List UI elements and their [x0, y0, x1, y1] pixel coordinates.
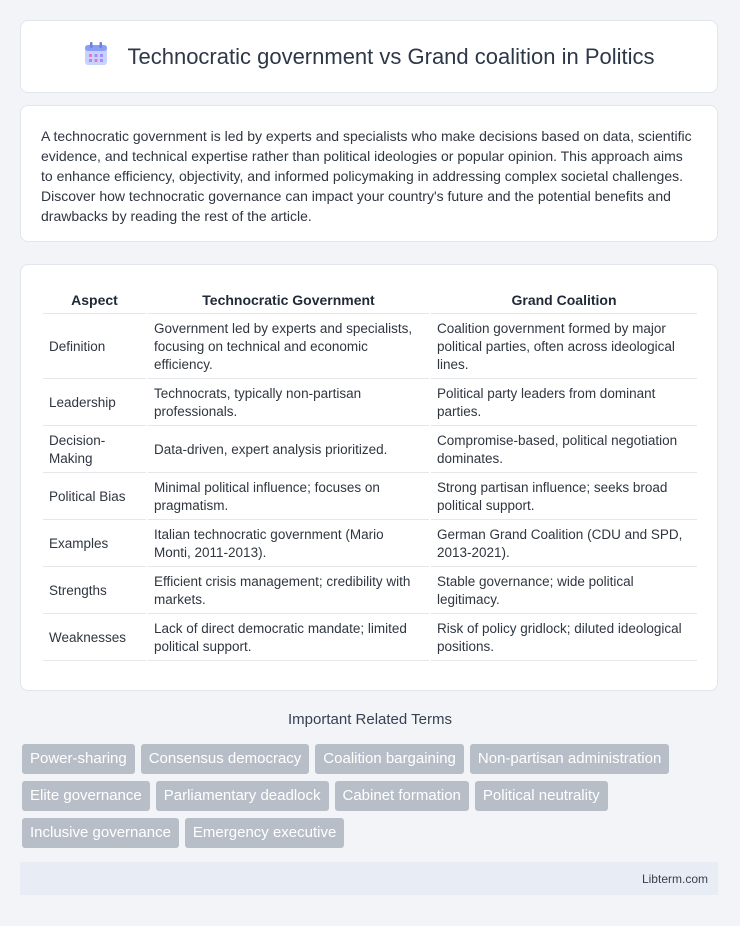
row-grand-coalition: Coalition government formed by major political parties, often across ideological lines. — [431, 316, 697, 379]
term-tag[interactable]: Emergency executive — [185, 818, 344, 848]
row-technocratic: Technocrats, typically non-partisan professionals. — [148, 381, 429, 426]
term-tag[interactable]: Parliamentary deadlock — [156, 781, 329, 811]
row-grand-coalition: Risk of policy gridlock; diluted ideological positions. — [431, 616, 697, 661]
table-row — [43, 381, 697, 426]
row-technocratic: Italian technocratic government (Mario Monti, 2011-2013). — [148, 522, 429, 567]
row-aspect: Leadership — [43, 381, 146, 426]
term-tag[interactable]: Consensus democracy — [141, 744, 310, 774]
row-grand-coalition: Strong partisan influence; seeks broad political support. — [431, 475, 697, 520]
comparison-card — [20, 264, 718, 691]
table-row — [43, 569, 697, 614]
row-aspect: Weaknesses — [43, 616, 146, 661]
table-header-row — [43, 287, 697, 314]
row-aspect: Political Bias — [43, 475, 146, 520]
term-tag[interactable]: Political neutrality — [475, 781, 608, 811]
table-row — [43, 316, 697, 379]
row-aspect: Examples — [43, 522, 146, 567]
row-technocratic: Government led by experts and specialists, focusing on technical and economic efficiency. — [148, 316, 429, 379]
term-tag[interactable]: Elite governance — [22, 781, 150, 811]
term-tag[interactable]: Coalition bargaining — [315, 744, 464, 774]
row-grand-coalition: German Grand Coalition (CDU and SPD, 2013-2021). — [431, 522, 697, 567]
calendar-icon — [83, 41, 109, 72]
header-grand-coalition: Grand Coalition — [431, 287, 697, 314]
row-technocratic: Lack of direct democratic mandate; limited political support. — [148, 616, 429, 661]
table-row — [43, 475, 697, 520]
row-aspect: Decision-Making — [43, 428, 146, 473]
term-tag[interactable]: Cabinet formation — [335, 781, 469, 811]
row-technocratic: Efficient crisis management; credibility with markets. — [148, 569, 429, 614]
term-tag[interactable]: Power-sharing — [22, 744, 135, 774]
footer — [20, 862, 718, 895]
table-row — [43, 616, 697, 661]
term-tag[interactable]: Non-partisan administration — [470, 744, 669, 774]
table-row — [43, 522, 697, 567]
table-row — [43, 428, 697, 473]
row-grand-coalition: Political party leaders from dominant parties. — [431, 381, 697, 426]
header-aspect: Aspect — [43, 287, 146, 314]
row-technocratic: Minimal political influence; focuses on pragmatism. — [148, 475, 429, 520]
row-technocratic: Data-driven, expert analysis prioritized. — [148, 428, 429, 473]
header-card — [20, 20, 718, 93]
intro-text: A technocratic government is led by experts and specialists who make decisions based on data, scientific evidence, and technical expertise rather than political ideologies or popular opinion. This approach aims to enhance efficiency, objectivity, and informed policymaking in addressing complex societal challenges. Discover how technocratic governance can impact your country's future and the potential benefits and drawbacks by reading the rest of the article. — [41, 128, 692, 224]
row-grand-coalition: Stable governance; wide political legitimacy. — [431, 569, 697, 614]
related-terms-list — [22, 744, 722, 848]
related-terms-title: Important Related Terms — [288, 711, 452, 728]
row-grand-coalition: Compromise-based, political negotiation dominates. — [431, 428, 697, 473]
row-aspect: Definition — [43, 316, 146, 379]
row-aspect: Strengths — [43, 569, 146, 614]
comparison-table — [41, 285, 699, 663]
page-title: Technocratic government vs Grand coalition in Politics — [127, 43, 655, 69]
term-tag[interactable]: Inclusive governance — [22, 818, 179, 848]
footer-site-link[interactable]: Libterm.com — [641, 871, 708, 886]
header-technocratic: Technocratic Government — [148, 287, 429, 314]
intro-card — [20, 105, 718, 242]
